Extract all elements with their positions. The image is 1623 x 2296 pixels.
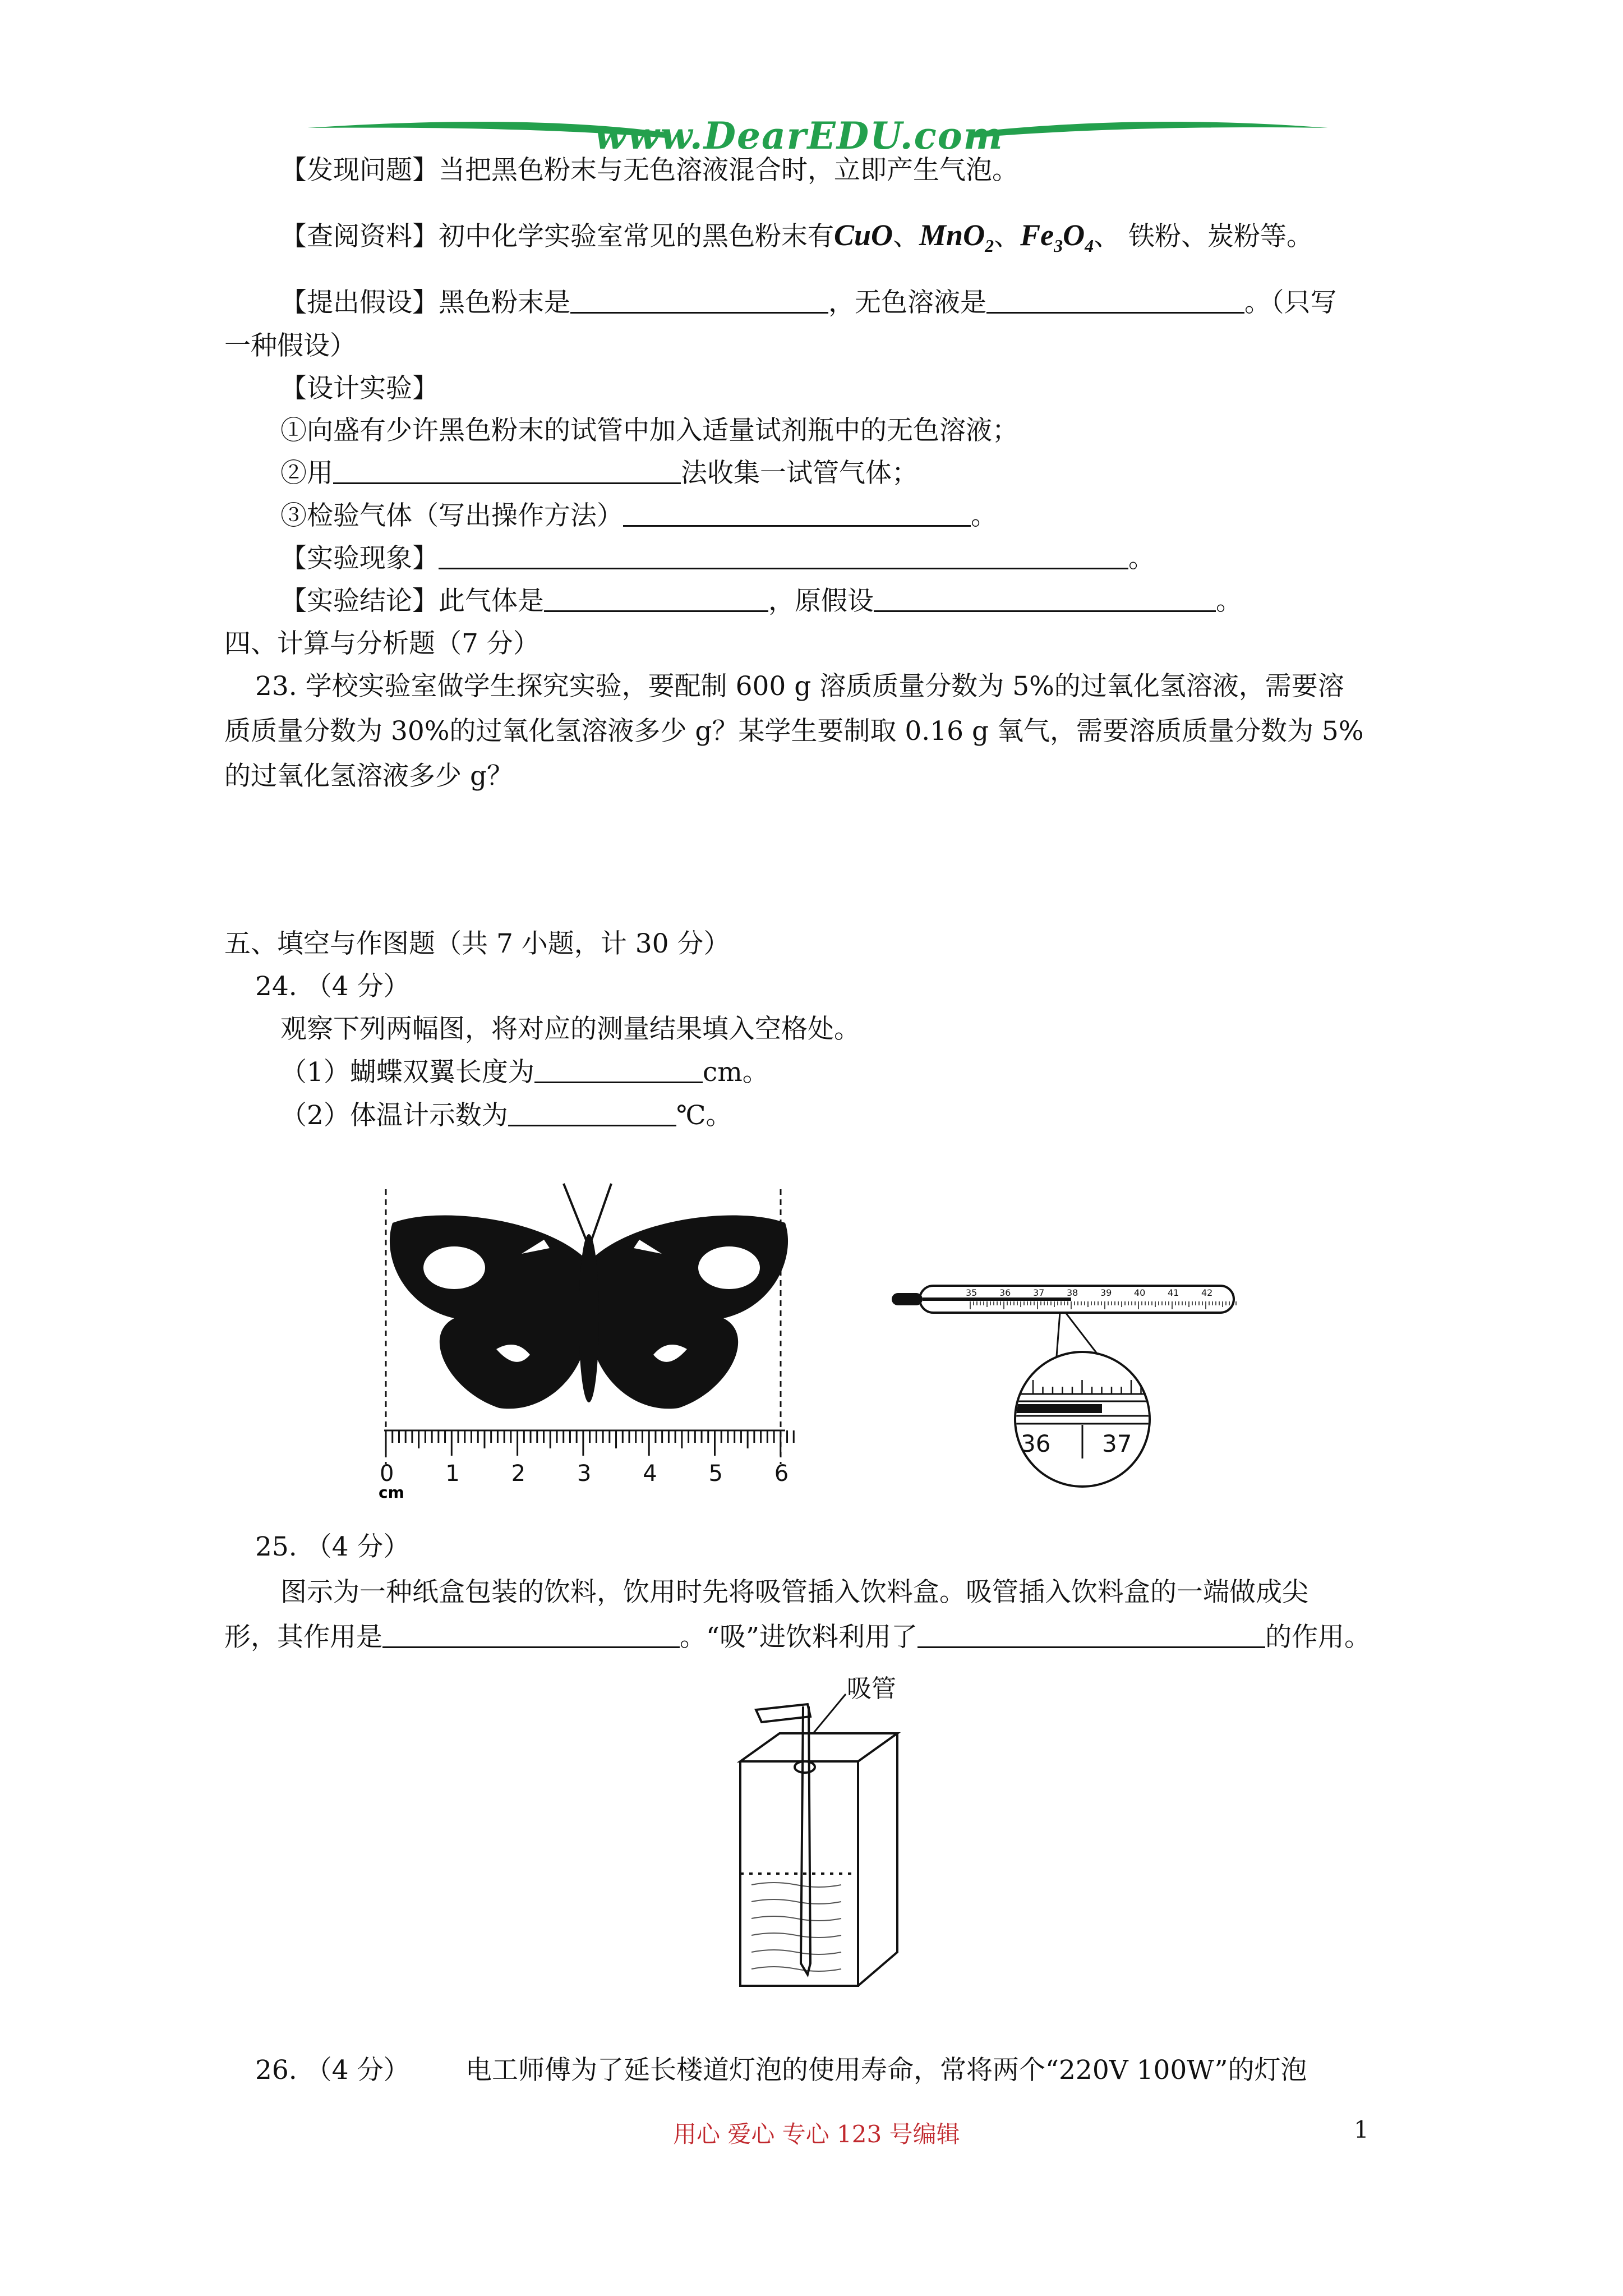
ruler [384,1430,794,1456]
answer-blank-solution[interactable] [986,287,1244,314]
footer-editor-note: 用心 爱心 专心 123 号编辑 [673,2120,960,2148]
thermometer-scale-label: 36 [999,1287,1011,1298]
formula-cuo: CuO [834,218,893,252]
design-step-2 [280,456,918,491]
answer-blank-collect-method[interactable] [333,458,681,484]
thermometer-scale-label: 39 [1100,1287,1112,1298]
hypothesis-label: 【提出假设】黑色粉末是 [280,287,570,318]
q24-heading: 24. （4 分） [255,971,410,1002]
lookup-line [280,218,1313,263]
q24-part-1-label: （1）蝴蝶双翼长度为 [280,1057,534,1088]
answer-blank-gas[interactable] [544,586,768,612]
phenomenon-label: 【实验现象】 [280,543,439,574]
q24-intro: 观察下列两幅图，将对应的测量结果填入空格处。 [280,1014,860,1045]
butterfly-icon [390,1184,788,1409]
hypothesis-line [280,286,1337,320]
answer-blank-wing-length[interactable] [534,1057,703,1083]
thermometer-zoom-circle [1009,1352,1170,1487]
thermometer-scale-label: 40 [1134,1287,1146,1298]
step2-label: ②用 [280,458,333,489]
thermometer-scale-label: 37 [1033,1287,1045,1298]
answer-blank-hypothesis-result[interactable] [874,586,1216,612]
ruler-tick-label: 0 [380,1461,394,1487]
answer-blank-phenomenon[interactable] [439,543,1128,569]
zoom-label-right: 37 [1102,1430,1132,1457]
ruler-unit-label: cm [379,1483,404,1502]
q24-part-2-unit: ℃。 [676,1100,732,1131]
step3-end: 。 [971,500,997,531]
lookup-suffix: 铁粉、炭粉等。 [1120,221,1313,252]
step2-end: 法收集一试管气体； [681,458,918,489]
q23-line-2: 质质量分数为 30%的过氧化氢溶液多少 g？某学生要制取 0.16 g 氧气，需要溶质质量分数为 5% [224,716,1364,747]
discover-problem-line: 【发现问题】当把黑色粉末与无色溶液混合时，立即产生气泡。 [280,155,1018,186]
thermometer-scale-label: 41 [1168,1287,1179,1298]
q26-text: 电工师傅为了延长楼道灯泡的使用寿命，常将两个“220V 100W”的灯泡 [465,2055,1307,2086]
hypothesis-continuation: 一种假设） [224,330,356,361]
q24-part-1 [280,1055,769,1090]
thermometer-scale-label: 42 [1201,1287,1213,1298]
answer-blank-pressure[interactable] [917,1622,1265,1648]
design-step-1: ①向盛有少许黑色粉末的试管中加入适量试剂瓶中的无色溶液； [280,415,1018,446]
clinical-thermometer-icon [892,1286,1236,1313]
formula-mno2: MnO$_2$ [919,218,994,256]
drink-box-figure [718,1672,953,2031]
conclusion-end: 。 [1216,586,1242,616]
ruler-tick-label: 2 [511,1461,526,1487]
straw-label: 吸管 [847,1674,896,1703]
design-heading: 【设计实验】 [280,373,439,404]
q23-line-1: 23. 学校实验室做学生探究实验，要配制 600 g 溶质质量分数为 5%的过氧化氢溶液，需要溶 [255,671,1344,702]
q23-line-3: 的过氧化氢溶液多少 g？ [224,761,514,792]
separator: 、 [994,221,1021,252]
q24-part-2-label: （2）体温计示数为 [280,1100,508,1131]
design-step-3 [280,499,997,533]
ruler-tick-label: 3 [577,1461,592,1487]
phenomenon-line [280,541,1155,576]
hypothesis-end: 。（只写 [1244,287,1337,318]
answer-blank-sharp-end[interactable] [382,1622,680,1648]
section-5-heading: 五、填空与作图题（共 7 小题，计 30 分） [224,928,730,959]
q25-line-1: 图示为一种纸盒包装的饮料，饮用时先将吸管插入饮料盒。吸管插入饮料盒的一端做成尖 [280,1577,1308,1608]
drink-box-icon [740,1733,897,1986]
thermometer-scale-label: 38 [1067,1287,1078,1298]
ruler-tick-label: 1 [445,1461,460,1487]
answer-blank-test-method[interactable] [623,500,971,527]
formula-fe3o4: $Fe_3O_4$ [1020,218,1094,256]
q25-line-2-mid: 。“吸”进饮料利用了 [680,1622,918,1653]
hypothesis-mid: ，无色溶液是 [828,287,986,318]
ruler-tick-label: 6 [774,1461,789,1487]
conclusion-label: 【实验结论】此气体是 [280,586,544,616]
thermometer-scale-label: 35 [966,1287,978,1298]
q24-part-2 [280,1098,732,1133]
q25-line-2-label: 形，其作用是 [224,1622,382,1653]
step3-label: ③检验气体（写出操作方法） [280,500,623,531]
lookup-prefix: 【查阅资料】初中化学实验室常见的黑色粉末有 [280,221,834,252]
q25-line-2 [224,1620,1371,1655]
site-logo-text: www.DearEDU.com [594,114,1004,158]
thermometer-figure [886,1273,1279,1498]
page-number: 1 [1354,2116,1369,2143]
answer-blank-temperature[interactable] [508,1100,676,1126]
q26-heading: 26. （4 分） [255,2055,410,2086]
separator: 、 [1094,221,1121,252]
q24-part-1-unit: cm。 [702,1057,769,1088]
q25-heading: 25. （4 分） [255,1531,410,1562]
answer-blank-powder[interactable] [570,287,828,314]
ruler-tick-label: 5 [708,1461,723,1487]
conclusion-mid: ，原假设 [768,586,874,616]
zoom-label-left: 36 [1021,1430,1051,1457]
conclusion-line [280,584,1242,619]
section-4-heading: 四、计算与分析题（7 分） [224,628,540,659]
separator: 、 [893,221,920,252]
q25-line-2-end: 的作用。 [1265,1622,1371,1653]
phenomenon-end: 。 [1128,543,1155,574]
butterfly-ruler-figure [370,1150,808,1515]
ruler-tick-label: 4 [643,1461,657,1487]
